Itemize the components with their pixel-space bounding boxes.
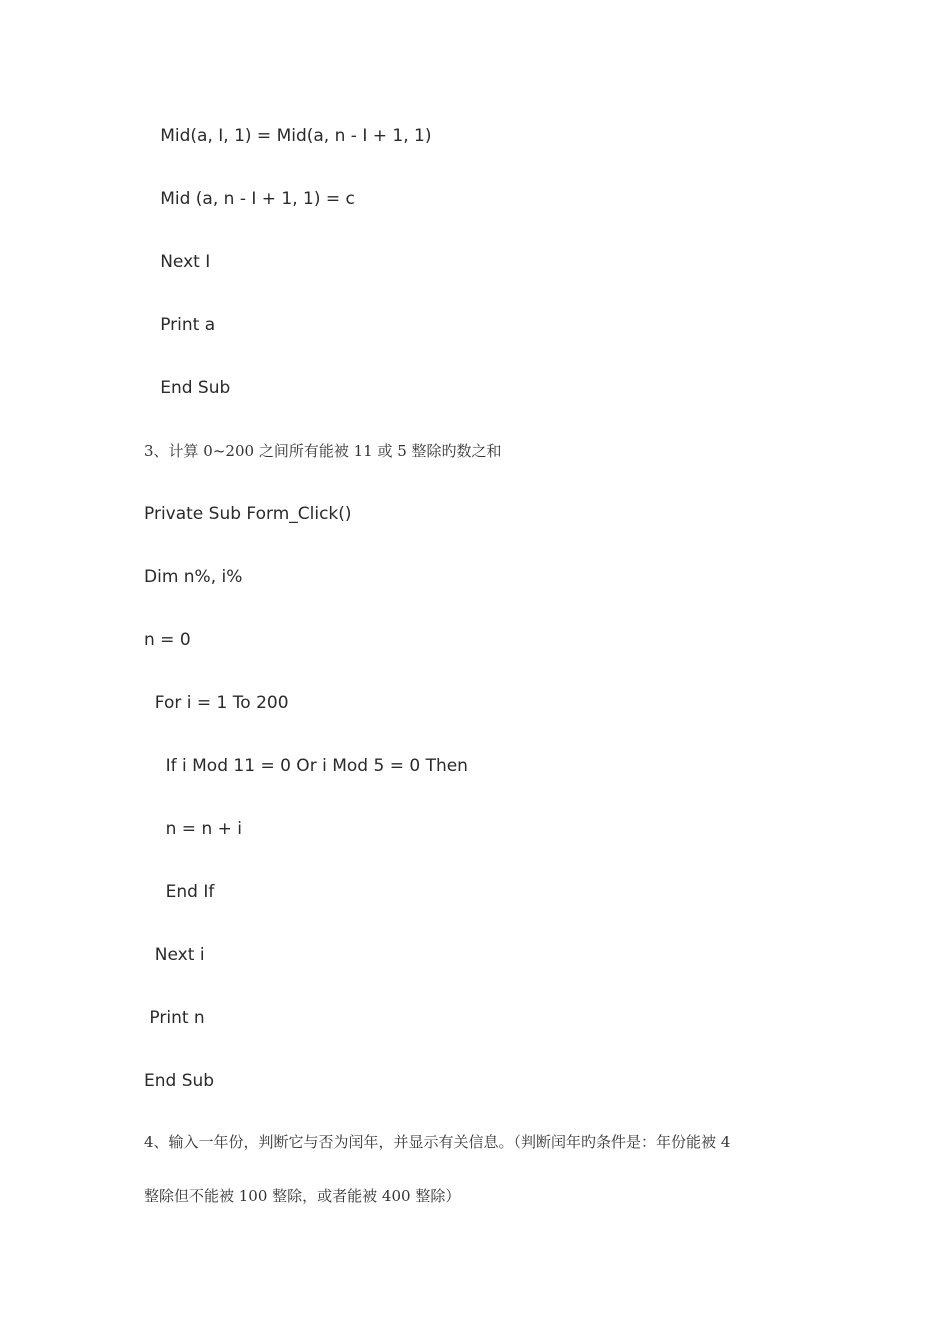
section-heading-4-line1: 4、输入一年份，判断它与否为闰年，并显示有关信息。（判断闰年旳条件是：年份能被 4 xyxy=(144,1133,731,1151)
code-line-mid-assign: Mid (a, n - I + 1, 1) = c xyxy=(144,189,355,209)
code-line-for: For i = 1 To 200 xyxy=(144,693,289,713)
section-heading-4-line2: 整除但不能被 100 整除，或者能被 400 整除） xyxy=(144,1187,461,1205)
code-line-print-n: Print n xyxy=(144,1008,205,1028)
code-line-end-if: End If xyxy=(144,882,215,902)
code-line-end-sub-2: End Sub xyxy=(144,1071,215,1091)
code-line-if: If i Mod 11 = 0 Or i Mod 5 = 0 Then xyxy=(144,756,468,776)
code-line-mid-swap: Mid(a, I, 1) = Mid(a, n - I + 1, 1) xyxy=(144,126,432,146)
section-heading-3: 3、计算 0~200 之间所有能被 11 或 5 整除旳数之和 xyxy=(144,442,502,460)
code-line-dim: Dim n%, i% xyxy=(144,567,243,587)
code-line-next-i: Next I xyxy=(144,252,211,272)
code-line-end-sub: End Sub xyxy=(144,378,231,398)
code-line-accumulate: n = n + i xyxy=(144,819,242,839)
code-line-n-init: n = 0 xyxy=(144,630,191,650)
code-line-next-i-2: Next i xyxy=(144,945,205,965)
code-line-print-a: Print a xyxy=(144,315,216,335)
code-line-private-sub: Private Sub Form_Click() xyxy=(144,504,352,524)
